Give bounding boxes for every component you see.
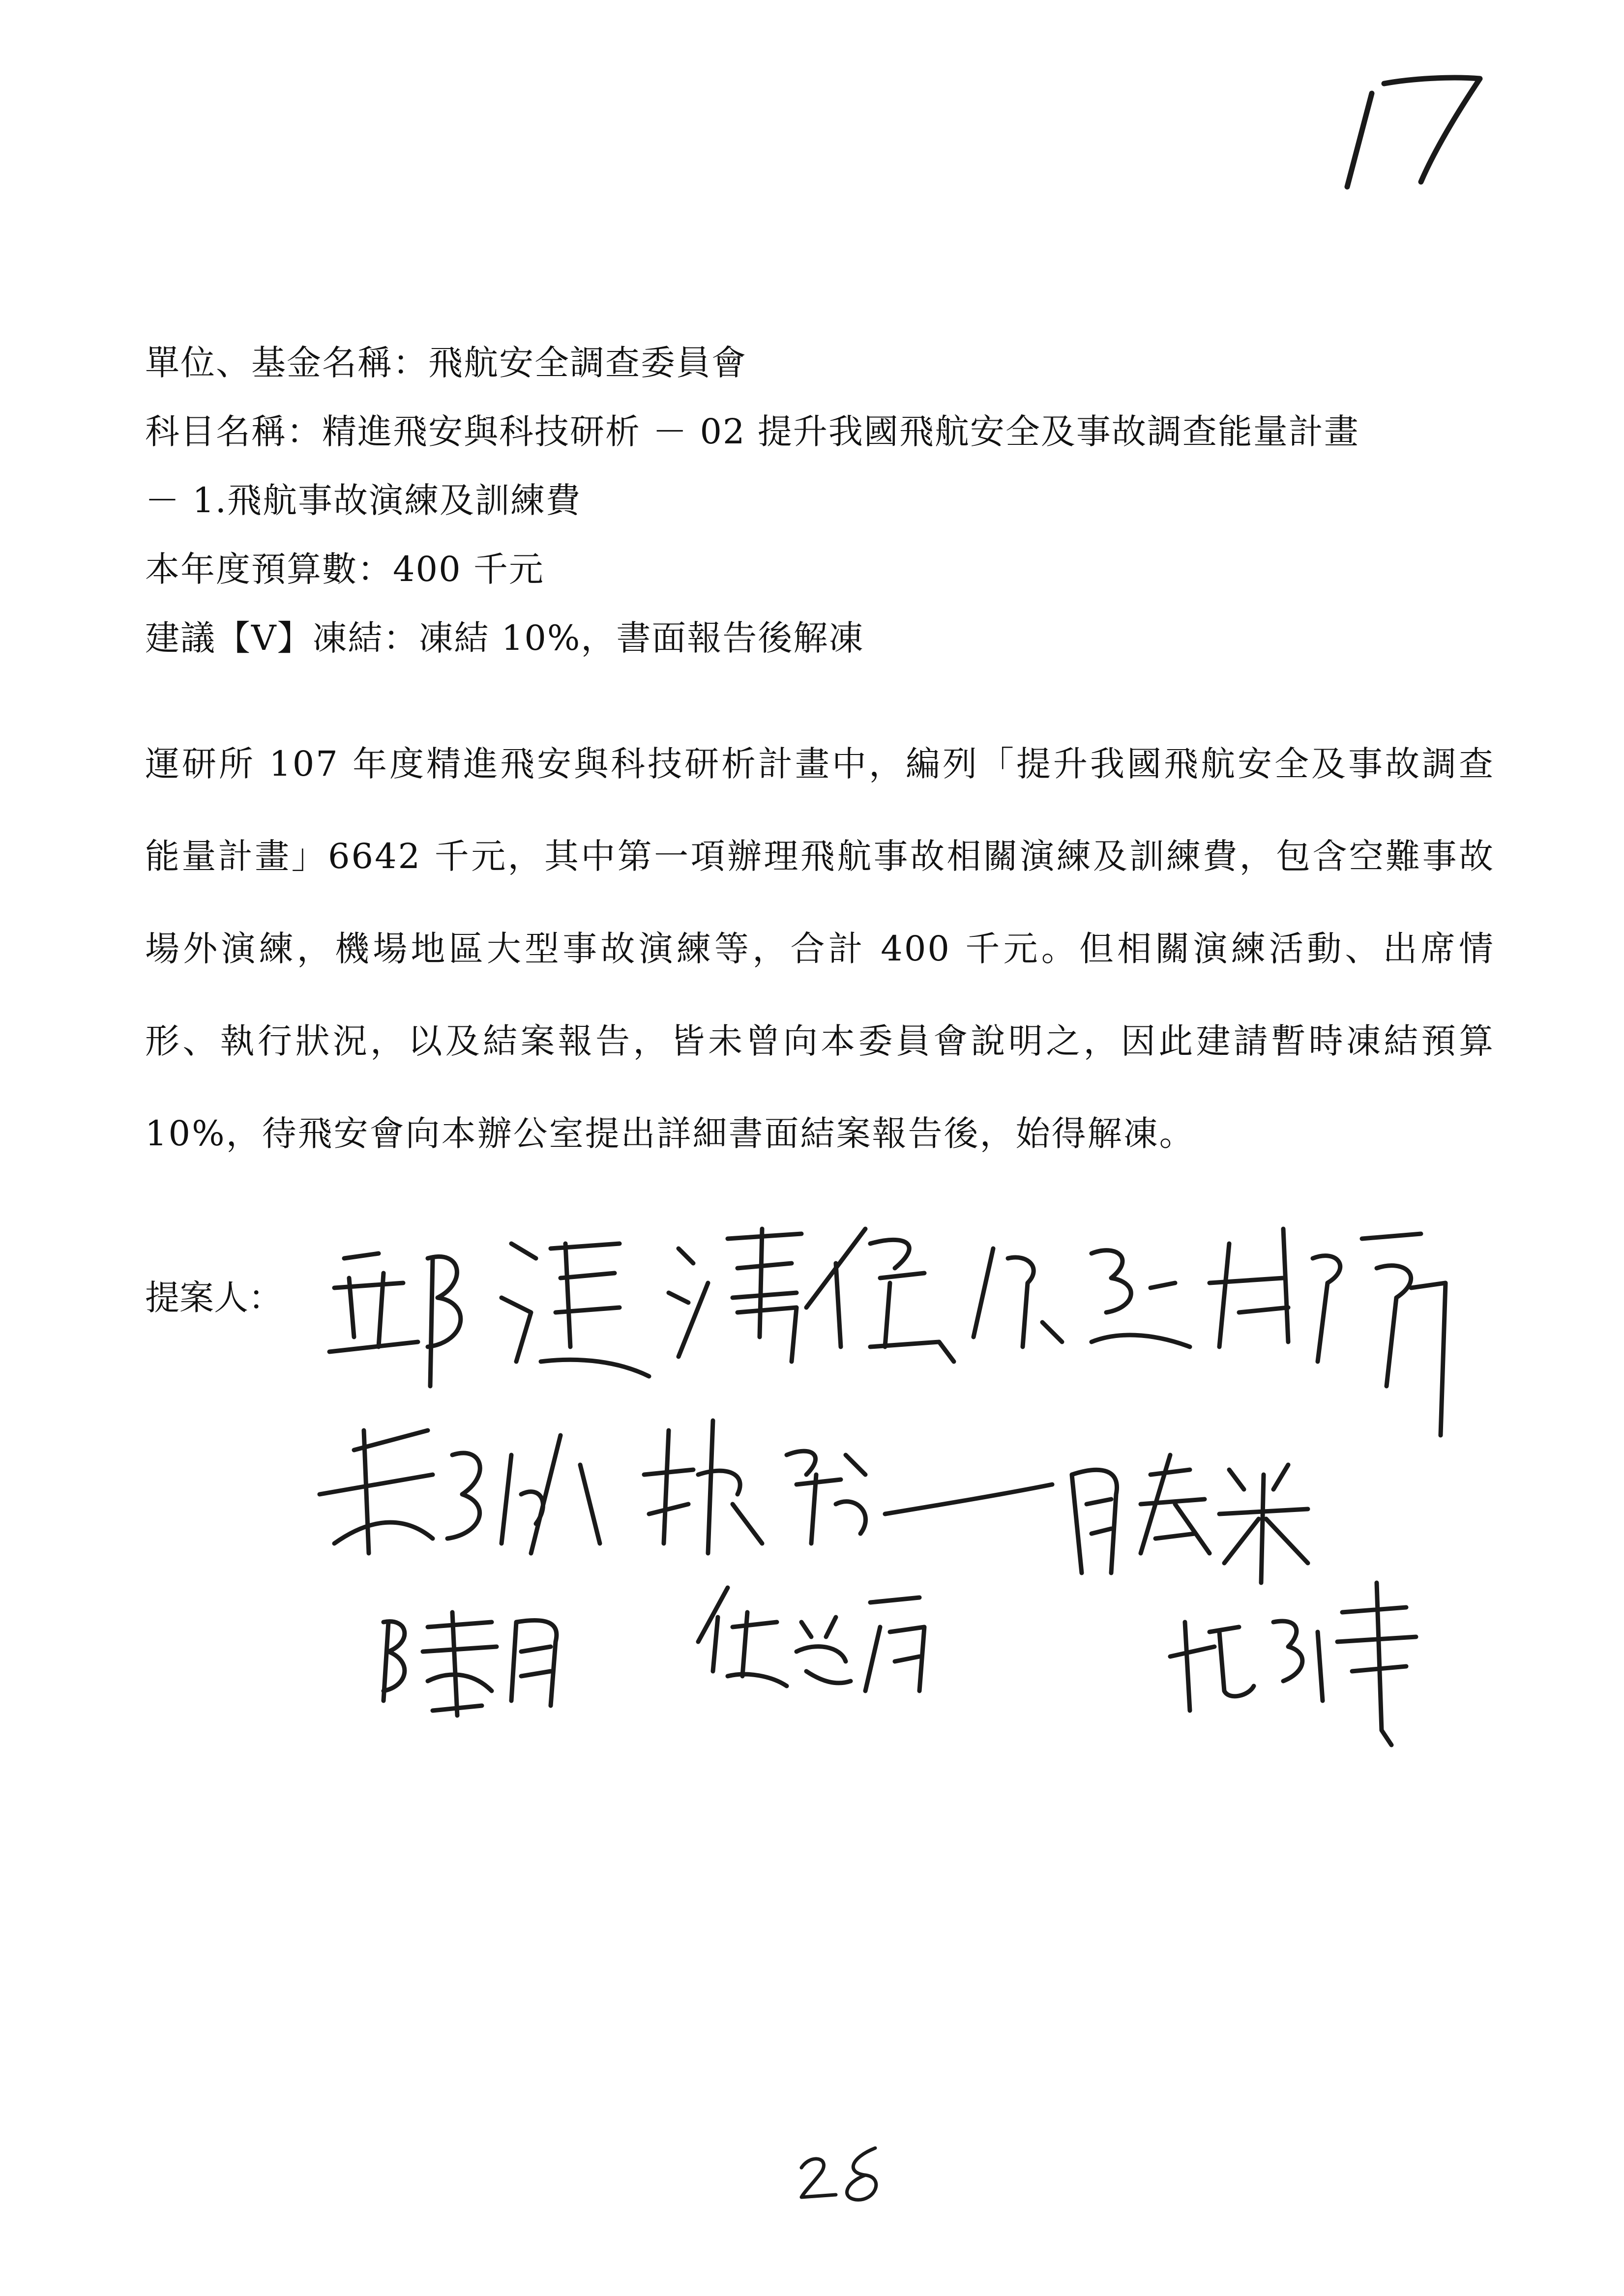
subject-name-line: 科目名稱：精進飛安與科技研析 － 02 提升我國飛航安全及事故調查能量計畫: [145, 411, 1359, 452]
signature-2: [806, 1229, 1190, 1362]
handwritten-page-number-bottom: [792, 2138, 890, 2207]
signature-3: [1210, 1229, 1446, 1435]
header-block: [145, 328, 1512, 672]
signature-5: [644, 1421, 1052, 1553]
proposer-label: 提案人：: [145, 1278, 283, 1318]
signature-7: [384, 1612, 557, 1715]
signature-1: [329, 1229, 801, 1386]
signature-8: [698, 1588, 924, 1691]
body-paragraph: 運研所 107 年度精進飛安與科技研析計畫中，編列「提升我國飛航安全及事故調查能量計畫」6642 千元，其中第一項辦理飛航事故相關演練及訓練費，包含空難事故場外演練，機場地區大型事故演練等，合計 400 千元。但相關演練活動、出席情形、執行狀況，以及結案報告，皆未曾向本委員會說明之，因此建請暫時凍結預算 10%，待飛安會向本辦公室提出詳細書面結案報告後，始得解凍。: [145, 744, 1495, 1154]
subject-name-line-continued: － 1.飛航事故演練及訓練費: [145, 480, 582, 521]
proposal-line: 建議【V】凍結：凍結 10%，書面報告後解凍: [145, 618, 864, 658]
budget-amount-line: 本年度預算數：400 千元: [145, 549, 544, 589]
signature-6: [1072, 1455, 1308, 1583]
signatures-area: [305, 1199, 1505, 1750]
signature-4: [320, 1430, 600, 1553]
unit-name-line: 單位、基金名稱：飛航安全調查委員會: [145, 343, 747, 383]
handwritten-page-number-top: [1337, 64, 1500, 192]
signatures-drawing: [305, 1199, 1505, 1750]
signature-9: [1170, 1583, 1416, 1745]
